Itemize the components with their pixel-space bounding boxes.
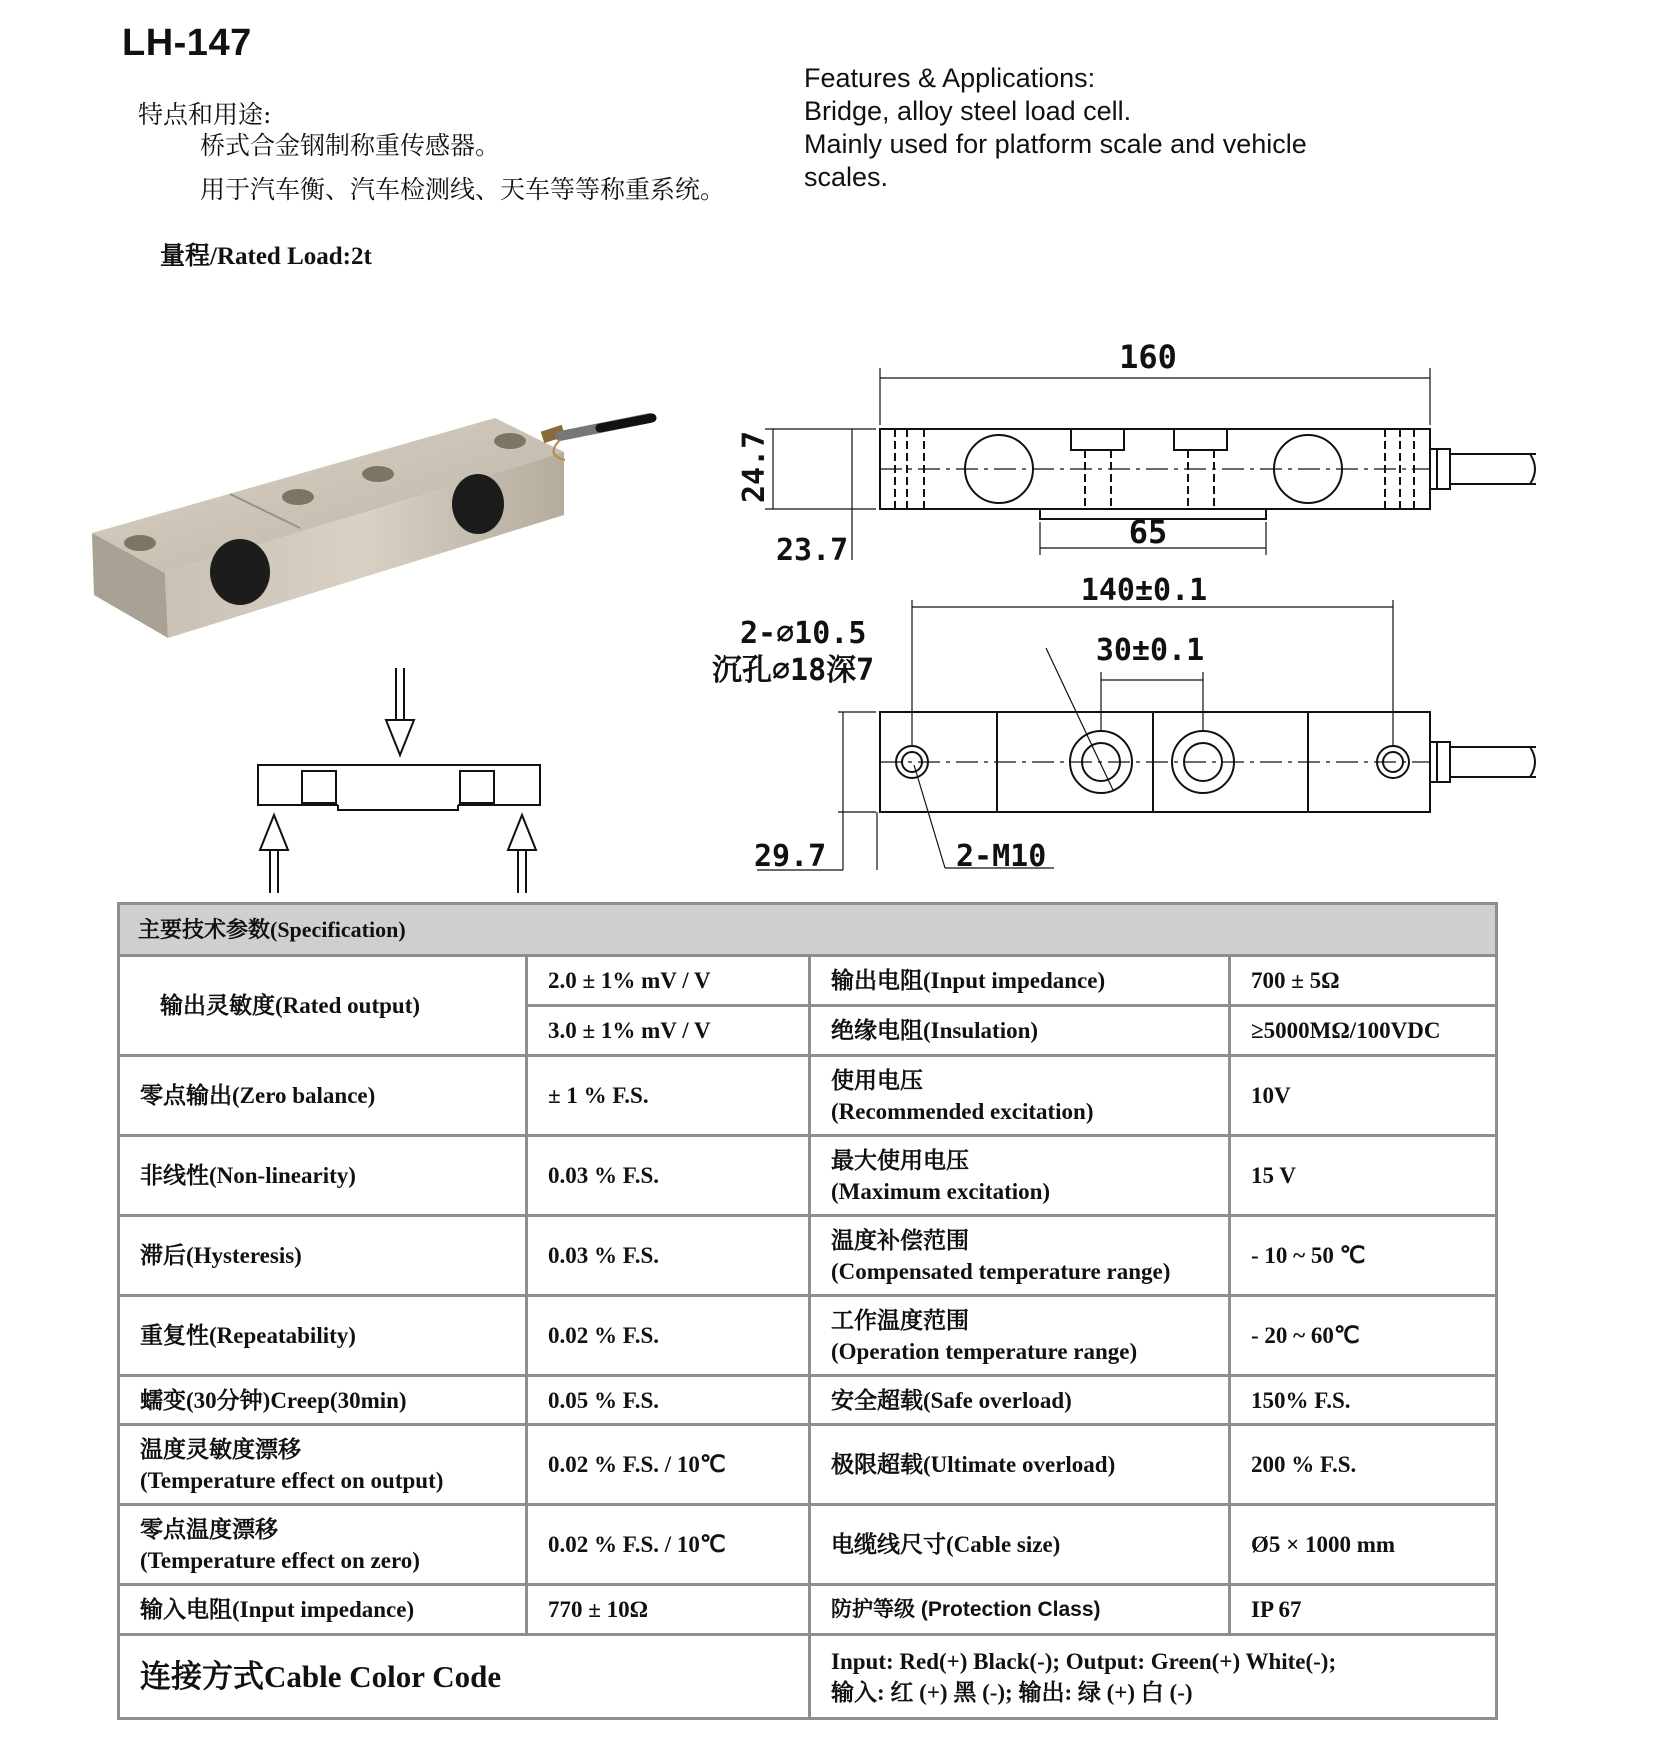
- table-row: [119, 904, 1497, 956]
- cable-code-line: Input: Red(+) Black(-); Output: Green(+) White(-);: [831, 1648, 1337, 1674]
- spec-label: 安全超载(Safe overload): [810, 1376, 1230, 1425]
- load-diagram: [258, 668, 540, 893]
- spec-value: 150% F.S.: [1230, 1376, 1497, 1425]
- spec-label-en: (Maximum excitation): [831, 1178, 1051, 1204]
- spec-value: 3.0 ± 1% mV / V: [527, 1006, 810, 1056]
- dim-center: 65: [1128, 513, 1168, 551]
- table-row: [119, 1216, 1497, 1296]
- spec-label-cn: 使用电压: [831, 1067, 923, 1093]
- spec-value: 0.03 % F.S.: [527, 1136, 810, 1216]
- table-row: [119, 1136, 1497, 1216]
- features-en-line: scales.: [804, 162, 889, 192]
- spec-label: 电缆线尺寸(Cable size): [810, 1505, 1230, 1585]
- table-row: [119, 1425, 1497, 1505]
- features-en-heading: Features & Applications:: [804, 63, 1096, 93]
- spec-value: 0.03 % F.S.: [527, 1216, 810, 1296]
- spec-label-en: (Operation temperature range): [831, 1338, 1138, 1364]
- spec-label-cn: 温度补偿范围: [831, 1227, 969, 1253]
- features-cn-line: 用于汽车衡、汽车检测线、天车等等称重系统。: [200, 175, 726, 204]
- spec-value: 10V: [1230, 1056, 1497, 1136]
- bolt-hole-icon: [124, 535, 156, 551]
- cable-code-label: 连接方式Cable Color Code: [119, 1635, 810, 1719]
- rated-load: 量程/Rated Load:2t: [160, 243, 372, 270]
- spec-label-en: (Temperature effect on zero): [140, 1547, 420, 1573]
- spec-label-cn: 温度灵敏度漂移: [140, 1436, 301, 1462]
- spec-label: 输入电阻(Input impedance): [119, 1585, 527, 1635]
- spec-label: 滞后(Hysteresis): [119, 1216, 527, 1296]
- spec-label: [810, 1136, 1230, 1216]
- spec-label: 极限超载(Ultimate overload): [810, 1425, 1230, 1505]
- thread-note: 2-M10: [956, 839, 1047, 874]
- table-row: [119, 1376, 1497, 1425]
- spec-label: [810, 1056, 1230, 1136]
- spec-label: 绝缘电阻(Insulation): [810, 1006, 1230, 1056]
- load-cell-photo: [92, 418, 652, 638]
- spec-value: - 10 ~ 50 ℃: [1230, 1216, 1497, 1296]
- spec-table: [117, 902, 1498, 1720]
- table-row: [119, 1505, 1497, 1585]
- spec-value: 0.02 % F.S. / 10℃: [527, 1505, 810, 1585]
- spec-label-en: (Compensated temperature range): [831, 1258, 1171, 1284]
- counterbore-note: 沉孔∅18深7: [712, 653, 875, 688]
- spec-label-cn: 零点温度漂移: [140, 1516, 278, 1542]
- page-title: LH-147: [122, 22, 252, 64]
- dim-height: 24.7: [737, 430, 772, 503]
- spec-label-cn: 工作温度范围: [831, 1307, 969, 1333]
- spec-value: 15 V: [1230, 1136, 1497, 1216]
- features-cn-heading: 特点和用途:: [138, 100, 272, 129]
- dim-center-spacing: 30±0.1: [1095, 633, 1205, 668]
- bolt-hole-icon: [282, 489, 314, 505]
- spec-label: 防护等级 (Protection Class): [810, 1585, 1230, 1635]
- spec-label: [119, 1425, 527, 1505]
- spec-label-en: (Temperature effect on output): [140, 1467, 444, 1493]
- spec-label: [810, 1296, 1230, 1376]
- dim-length: 160: [1119, 338, 1177, 376]
- spec-value: ± 1 % F.S.: [527, 1056, 810, 1136]
- dim-offset-top: 23.7: [776, 533, 849, 568]
- spec-label: [119, 1505, 527, 1585]
- spec-value: 200 % F.S.: [1230, 1425, 1497, 1505]
- spec-label: 零点输出(Zero balance): [119, 1056, 527, 1136]
- seal-cap-icon: [210, 539, 270, 605]
- spec-title: 主要技术参数(Specification): [119, 904, 1497, 956]
- spec-value: 0.02 % F.S. / 10℃: [527, 1425, 810, 1505]
- spec-label: 输出灵敏度(Rated output): [119, 956, 527, 1056]
- hole-note: 2-∅10.5: [740, 616, 867, 651]
- table-row: [119, 956, 1497, 1006]
- spec-value: - 20 ~ 60℃: [1230, 1296, 1497, 1376]
- table-row: [119, 1056, 1497, 1136]
- spec-label-en: (Recommended excitation): [831, 1098, 1094, 1124]
- bolt-hole-icon: [362, 466, 394, 482]
- spec-value: ≥5000MΩ/100VDC: [1230, 1006, 1497, 1056]
- seal-cap-icon: [452, 474, 504, 534]
- spec-value: 0.05 % F.S.: [527, 1376, 810, 1425]
- bolt-hole-icon: [494, 433, 526, 449]
- features-cn-line: 桥式合金钢制称重传感器。: [200, 131, 501, 160]
- spec-value: 0.02 % F.S.: [527, 1296, 810, 1376]
- table-row: [119, 1296, 1497, 1376]
- spec-label: 重复性(Repeatability): [119, 1296, 527, 1376]
- spec-value: Ø5 × 1000 mm: [1230, 1505, 1497, 1585]
- spec-value: IP 67: [1230, 1585, 1497, 1635]
- cable-code-line: 输入: 红 (+) 黑 (-); 输出: 绿 (+) 白 (-): [831, 1679, 1193, 1705]
- cable-code-value: [810, 1635, 1497, 1719]
- spec-label: 蠕变(30分钟)Creep(30min): [119, 1376, 527, 1425]
- spec-label: 输出电阻(Input impedance): [810, 956, 1230, 1006]
- dim-hole-spacing: 140±0.1: [1080, 573, 1208, 608]
- features-en-line: Mainly used for platform scale and vehicle: [804, 129, 1307, 159]
- spec-value: 700 ± 5Ω: [1230, 956, 1497, 1006]
- table-row: [119, 1635, 1497, 1719]
- dim-width: 29.7: [754, 839, 827, 874]
- spec-label-cn: 最大使用电压: [831, 1147, 969, 1173]
- table-row: [119, 1585, 1497, 1635]
- spec-value: 770 ± 10Ω: [527, 1585, 810, 1635]
- features-en-line: Bridge, alloy steel load cell.: [804, 96, 1132, 126]
- spec-label: 非线性(Non-linearity): [119, 1136, 527, 1216]
- spec-label: [810, 1216, 1230, 1296]
- spec-value: 2.0 ± 1% mV / V: [527, 956, 810, 1006]
